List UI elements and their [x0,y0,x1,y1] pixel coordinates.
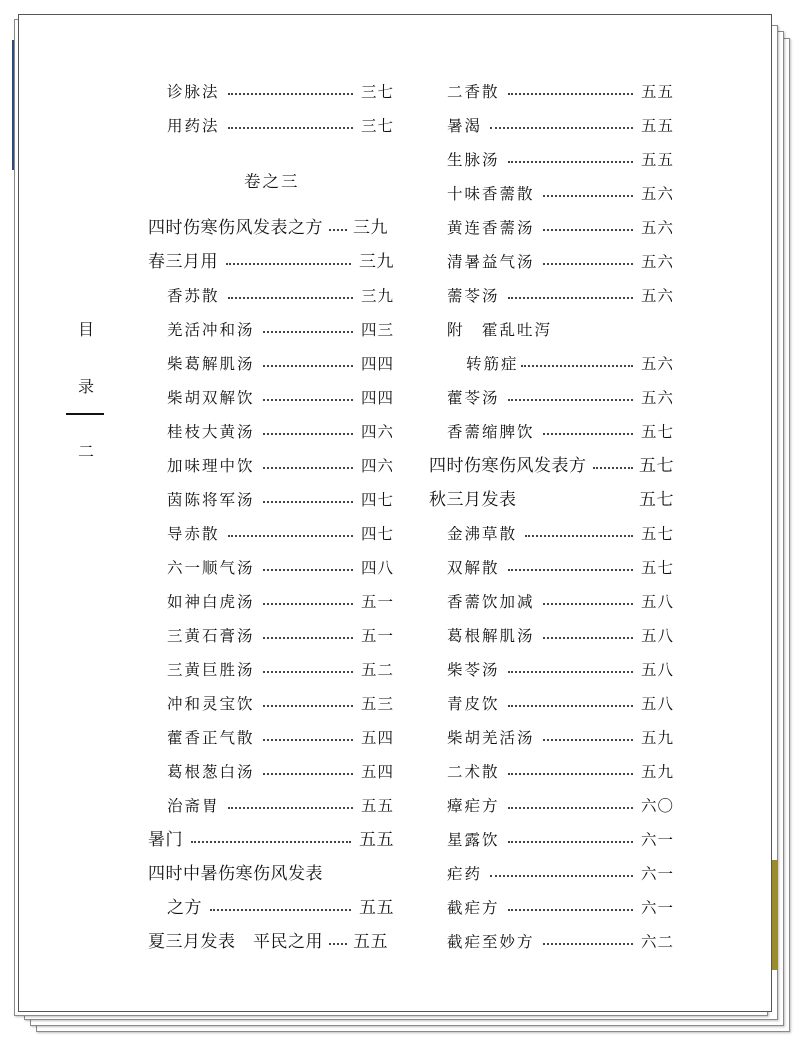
toc-entry-title: 冲和灵宝饮 [167,695,255,713]
toc-entry [167,551,394,585]
toc-entry-title: 二香散 [447,83,500,101]
toc-entry [447,75,674,109]
leader-dots [543,637,633,639]
toc-entry [447,381,674,415]
toc-entry-title: 截疟方 [447,899,500,917]
leader-dots [226,263,351,265]
toc-entry [447,143,674,177]
toc-entry [447,857,674,891]
toc-entry-page: 五五 [360,797,394,815]
toc-entry [167,585,394,619]
leader-dots [508,569,633,571]
toc-entry-title: 茵陈将军汤 [167,491,255,509]
toc-entry [447,653,674,687]
toc-entry-page: 五三 [360,695,394,713]
toc-entry-title: 薷苓汤 [447,287,500,305]
toc-entry-title: 葛根解肌汤 [447,627,535,645]
toc-entry [148,211,394,245]
toc-entry-page: 五六 [640,389,674,407]
toc-entry-page: 五六 [640,287,674,305]
toc-entry [148,245,394,279]
toc-entry [447,313,674,347]
toc-entry-title: 四时中暑伤寒伤风发表 [148,864,323,883]
toc-entry [167,313,394,347]
toc-entry-page: 五五 [640,83,674,101]
toc-entry-page: 五八 [640,627,674,645]
leader-dots [508,93,633,95]
toc-entry-page: 五五 [640,151,674,169]
leader-dots [228,535,353,537]
volume-heading: 卷之三 [244,172,300,191]
leader-dots [228,127,353,129]
toc-entry-title: 香苏散 [167,287,220,305]
leader-dots [508,807,633,809]
leader-dots [543,603,633,605]
toc-entry-page: 五一 [360,593,394,611]
leader-dots [228,93,353,95]
toc-entry [447,823,674,857]
toc-entry-page: 五九 [640,763,674,781]
leader-dots [263,569,353,571]
toc-entry-title: 桂枝大黄汤 [167,423,255,441]
leader-dots [508,909,633,911]
toc-entry-page: 六一 [640,831,674,849]
leader-dots [263,603,353,605]
toc-entry [167,619,394,653]
leader-dots [263,433,353,435]
leader-dots [263,399,353,401]
toc-entry-page: 四八 [360,559,394,577]
toc-entry-page: 五八 [640,593,674,611]
leader-dots [525,535,633,537]
toc-entry-title: 藿苓汤 [447,389,500,407]
toc-entry-page: 四六 [360,423,394,441]
toc-entry [167,75,394,109]
toc-entry-page: 五一 [360,627,394,645]
toc-entry [167,109,394,143]
toc-entry-page: 三九 [360,287,394,305]
toc-entry-page: 三九 [359,252,394,271]
toc-entry-title: 二术散 [447,763,500,781]
toc-entry-title: 瘴疟方 [447,797,500,815]
leader-dots [191,841,351,843]
toc-entry [447,245,674,279]
leader-dots [329,943,347,945]
toc-entry-title: 生脉汤 [447,151,500,169]
toc-entry-title: 暑门 [148,830,183,849]
toc-entry-page: 三九 [353,218,388,237]
toc-entry-title: 柴胡双解饮 [167,389,255,407]
toc-entry-title: 香薷缩脾饮 [447,423,535,441]
toc-entry-page: 五五 [359,830,394,849]
toc-entry [148,925,394,959]
toc-entry-title: 治斋胃 [167,797,220,815]
toc-entry-title: 葛根葱白汤 [167,763,255,781]
toc-entry [466,347,674,381]
leader-dots [508,773,633,775]
toc-entry-title: 秋三月发表 [429,490,517,509]
toc-entry-title: 附 霍乱吐泻 [447,321,553,339]
toc-entry-page: 四三 [360,321,394,339]
side-divider [66,413,104,415]
leader-dots [228,807,353,809]
toc-entry-page: 五九 [640,729,674,747]
toc-entry [447,755,674,789]
leader-dots [263,773,353,775]
toc-entry [148,857,394,891]
toc-entry-page: 五二 [360,661,394,679]
leader-dots [508,399,633,401]
toc-entry [447,687,674,721]
toc-entry-title: 四时伤寒伤风发表之方 [148,218,323,237]
toc-entry [167,415,394,449]
leader-dots [593,467,634,469]
toc-entry-page: 五四 [360,729,394,747]
toc-entry [167,721,394,755]
toc-entry [447,211,674,245]
toc-entry-title: 柴苓汤 [447,661,500,679]
toc-entry-page: 三七 [360,83,394,101]
leader-dots [263,331,353,333]
leader-dots [543,195,633,197]
toc-entry [167,483,394,517]
toc-entry [167,687,394,721]
toc-entry-title: 疟药 [447,865,483,883]
toc-entry-page: 六一 [640,865,674,883]
toc-entry-title: 金沸草散 [447,525,518,543]
toc-entry [447,891,674,925]
toc-entry-page: 五四 [360,763,394,781]
toc-entry [429,483,674,517]
toc-entry-title: 星露饮 [447,831,500,849]
toc-entry [447,789,674,823]
toc-entry-page: 五五 [353,932,388,951]
toc-entry-title: 三黄石膏汤 [167,627,255,645]
leader-dots [263,671,353,673]
toc-entry-title: 双解散 [447,559,500,577]
toc-entry [447,517,674,551]
leader-dots [263,365,353,367]
toc-entry [429,449,674,483]
toc-entry [447,551,674,585]
leader-dots [490,127,633,129]
toc-entry [167,449,394,483]
leader-dots [508,705,633,707]
toc-entry [447,415,674,449]
toc-entry-title: 春三月用 [148,252,218,271]
toc-entry-page: 五六 [640,185,674,203]
toc-entry-page: 五八 [640,695,674,713]
toc-entry-page: 五七 [639,490,674,509]
toc-entry-page: 五七 [640,559,674,577]
toc-entry-title: 转筋症 [466,355,519,373]
toc-entry-page: 五八 [640,661,674,679]
toc-entry-page: 五七 [639,456,674,475]
toc-entry-page: 五六 [640,355,674,373]
leader-dots [508,297,633,299]
toc-entry-title: 截疟至妙方 [447,933,535,951]
toc-entry-title: 四时伤寒伤风发表方 [429,456,587,475]
toc-entry-page: 五五 [359,898,394,917]
toc-entry [167,755,394,789]
toc-entry [447,721,674,755]
toc-entry [167,891,394,925]
toc-entry-title: 诊脉法 [167,83,220,101]
toc-entry-page: 四六 [360,457,394,475]
leader-dots [543,433,633,435]
toc-entry-page: 六〇 [640,797,674,815]
leader-dots [508,671,633,673]
leader-dots [263,501,353,503]
toc-entry-page: 五六 [640,253,674,271]
leader-dots [508,841,633,843]
leader-dots [508,161,633,163]
toc-entry-page: 五七 [640,423,674,441]
toc-entry-title: 夏三月发表 平民之用 [148,932,323,951]
leader-dots [210,909,351,911]
toc-entry-title: 柴胡羌活汤 [447,729,535,747]
leader-dots [543,229,633,231]
toc-entry-page: 五七 [640,525,674,543]
toc-entry [447,279,674,313]
toc-entry-title: 用药法 [167,117,220,135]
toc-entry-title: 十味香薷散 [447,185,535,203]
toc-entry [167,789,394,823]
toc-entry [447,585,674,619]
toc-entry-page: 五六 [640,219,674,237]
toc-entry-title: 六一顺气汤 [167,559,255,577]
toc-entry-title: 导赤散 [167,525,220,543]
leader-dots [263,739,353,741]
toc-entry [447,925,674,959]
side-label-char: 目 [77,320,94,339]
leader-dots [525,501,632,503]
toc-entry [447,619,674,653]
leader-dots [490,875,633,877]
toc-entry [447,177,674,211]
toc-entry-title: 之方 [167,898,202,917]
toc-entry-page: 六二 [640,933,674,951]
toc-entry-page: 四七 [360,491,394,509]
leader-dots [263,637,353,639]
toc-entry-title: 如神白虎汤 [167,593,255,611]
leader-dots [329,229,347,231]
toc-entry [447,109,674,143]
toc-entry-page: 四四 [360,355,394,373]
toc-entry-page: 三七 [360,117,394,135]
toc-entry-title: 三黄巨胜汤 [167,661,255,679]
toc-entry-page: 五五 [640,117,674,135]
toc-entry [167,653,394,687]
leader-dots [543,943,633,945]
toc-entry-page: 四七 [360,525,394,543]
toc-entry-title: 柴葛解肌汤 [167,355,255,373]
toc-entry-title: 香薷饮加减 [447,593,535,611]
toc-entry-title: 青皮饮 [447,695,500,713]
leader-dots [543,739,633,741]
leader-dots [521,365,633,367]
toc-entry [167,381,394,415]
leader-dots [543,263,633,265]
toc-entry-title: 羌活冲和汤 [167,321,255,339]
leader-dots [263,705,353,707]
leader-dots [263,467,353,469]
toc-entry-page: 六一 [640,899,674,917]
toc-entry-title: 黄连香薷汤 [447,219,535,237]
toc-entry-title: 藿香正气散 [167,729,255,747]
side-page-number: 二 [77,442,94,461]
toc-entry [167,279,394,313]
toc-entry [148,823,394,857]
toc-entry-title: 加味理中饮 [167,457,255,475]
toc-entry [167,517,394,551]
toc-entry [167,347,394,381]
toc-entry-title: 暑渴 [447,117,483,135]
side-label-char: 录 [77,377,94,396]
leader-dots [228,297,353,299]
toc-entry-page: 四四 [360,389,394,407]
toc-entry-title: 清暑益气汤 [447,253,535,271]
